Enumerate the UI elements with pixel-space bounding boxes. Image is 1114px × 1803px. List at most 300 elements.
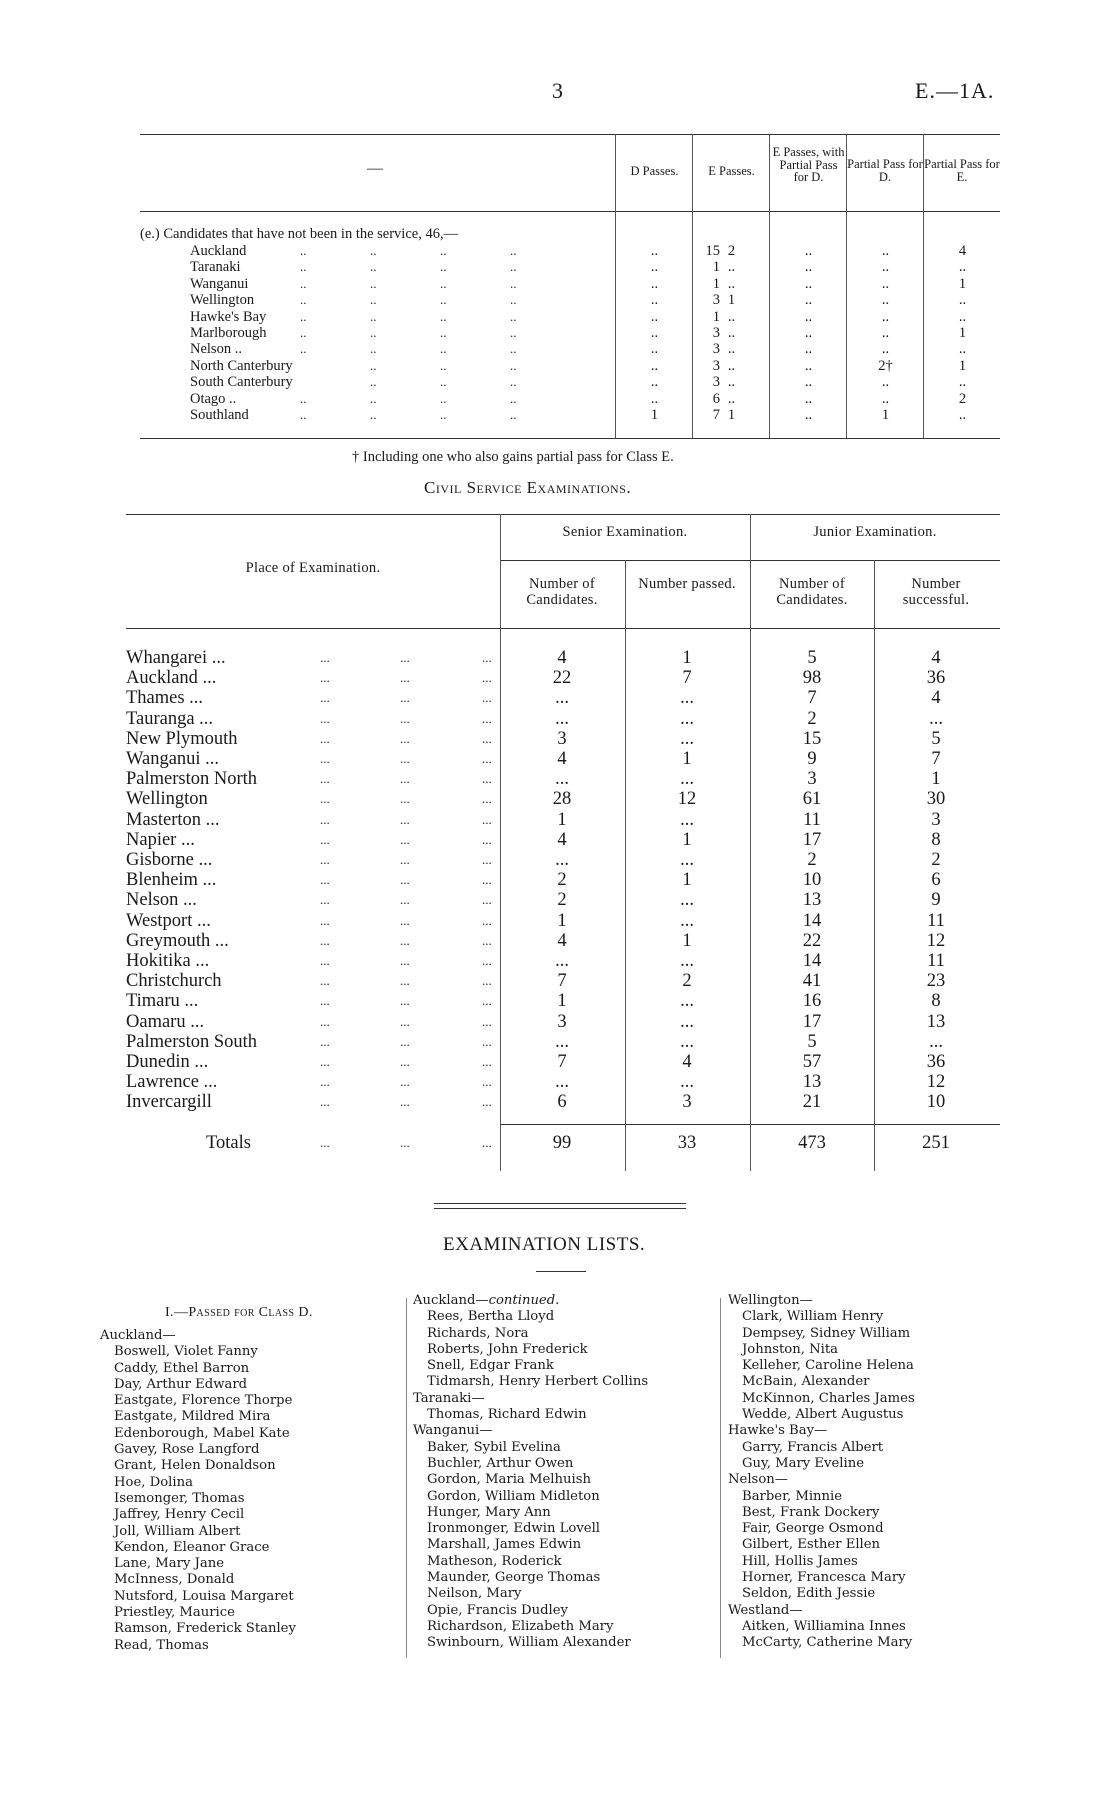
list-item: Priestley, Maurice <box>114 1605 235 1621</box>
cell-value: 1 <box>682 870 692 891</box>
cell-value: .. <box>804 275 813 292</box>
leader-dots <box>370 325 377 341</box>
cell-value: .. <box>881 308 890 325</box>
leader-dots <box>320 688 330 708</box>
cell-value: .. <box>727 390 736 407</box>
leader-dots <box>440 292 447 308</box>
civil-service-title: Civil Service Examinations. <box>424 478 632 497</box>
cell-value: 4 <box>557 749 567 769</box>
list-item: Edenborough, Mabel Kate <box>114 1425 290 1441</box>
cell-value: 22 <box>802 930 822 951</box>
leader-dots <box>400 1092 410 1112</box>
cell-value: 14 <box>802 910 822 931</box>
table-row <box>126 749 1000 769</box>
cell-value: 3 <box>682 1092 692 1113</box>
cell-value: 2 <box>682 971 692 992</box>
leader-dots <box>510 309 517 325</box>
list-item: Horner, Francesca Mary <box>742 1570 906 1586</box>
candidate-count: 3 <box>712 374 720 391</box>
table-row <box>126 890 1000 910</box>
list-item: Ironmonger, Edwin Lovell <box>427 1521 601 1537</box>
cell-value: 1 <box>727 407 736 423</box>
cell-value: 2 <box>557 890 567 911</box>
list-group-heading <box>413 1293 648 1309</box>
candidate-count: 6 <box>712 390 720 407</box>
table-row <box>126 709 1000 729</box>
senior-header: Senior Examination. <box>562 524 688 540</box>
leader-dots <box>482 890 492 910</box>
leader-dots <box>400 951 410 971</box>
leader-dots <box>320 830 330 850</box>
leader-dots <box>400 830 410 850</box>
cell-value: 6 <box>557 1092 567 1113</box>
list-item: Gordon, William Midleton <box>427 1488 600 1504</box>
table-row <box>140 243 1000 259</box>
leader-dots <box>510 276 517 292</box>
leader-dots <box>320 749 330 769</box>
candidate-count: 1 <box>712 259 720 276</box>
leader-dots <box>482 1012 492 1032</box>
place-name: Hokitika ... <box>126 951 210 971</box>
title-underline <box>536 1271 586 1272</box>
cell-value: ... <box>555 951 569 971</box>
cell-value: .. <box>650 341 659 358</box>
cell-value: ... <box>680 951 694 971</box>
cell-value: 1 <box>682 648 692 668</box>
cell-value: ... <box>555 769 569 790</box>
leader-dots <box>482 1072 492 1092</box>
cell-value: 1 <box>682 829 692 850</box>
place-name: Nelson .. <box>190 341 242 358</box>
leader-dots <box>300 325 307 341</box>
list-item: Aitken, Williamina Innes <box>742 1618 906 1634</box>
list-group-heading <box>728 1293 915 1309</box>
table-row <box>126 769 1000 789</box>
column-divider <box>720 1298 721 1658</box>
cell-value: 2 <box>557 870 567 891</box>
leader-dots <box>320 971 330 991</box>
cell-value: .. <box>804 341 813 358</box>
leader-dots <box>400 1133 410 1153</box>
leader-dots <box>320 890 330 910</box>
leader-dots <box>482 688 492 708</box>
leader-dots <box>482 951 492 971</box>
list-item: Swinbourn, William Alexander <box>427 1635 631 1651</box>
table-row <box>140 292 1000 308</box>
leader-dots <box>300 407 307 423</box>
cell-value: 7 <box>557 1052 567 1072</box>
list-item: Thomas, Richard Edwin <box>427 1407 587 1423</box>
junior-header: Junior Examination. <box>813 524 937 540</box>
cell-value: 3 <box>557 728 567 749</box>
group-name: Taranaki— <box>413 1390 485 1406</box>
list-item: Joll, William Albert <box>114 1523 241 1539</box>
place-name: Oamaru ... <box>126 1011 205 1032</box>
cell-value: 4 <box>931 688 941 709</box>
cell-value: 4 <box>931 648 941 668</box>
group-name: Wellington— <box>728 1293 813 1308</box>
leader-dots <box>370 407 377 423</box>
cell-value: 10 <box>926 1092 946 1113</box>
candidate-count: 3 <box>712 292 720 309</box>
place-name: Wanganui ... <box>126 749 220 769</box>
table-row <box>126 971 1000 991</box>
leader-dots <box>440 243 447 259</box>
leader-dots <box>300 309 307 325</box>
leader-dots <box>400 810 410 830</box>
cell-value: .. <box>881 243 890 259</box>
place-name: Timaru ... <box>126 991 199 1012</box>
cell-value: ... <box>680 1031 694 1052</box>
list-item: Jaffrey, Henry Cecil <box>114 1507 245 1523</box>
leader-dots <box>440 407 447 423</box>
place-name: Wanganui <box>190 275 249 292</box>
cell-value: 15 <box>802 728 822 749</box>
subheader-junior-candidates: Number of Candidates. <box>776 576 848 608</box>
cell-value: 7 <box>931 749 941 769</box>
group-name: Westland— <box>728 1602 803 1618</box>
list-item: Marshall, James Edwin <box>427 1537 582 1553</box>
leader-dots <box>300 276 307 292</box>
cell-value: 14 <box>802 951 822 971</box>
list-column-1 <box>100 1328 296 1654</box>
table-row <box>126 870 1000 890</box>
cell-value: 4 <box>682 1052 692 1072</box>
leader-dots <box>400 1032 410 1052</box>
list-item: Johnston, Nita <box>742 1341 839 1357</box>
cell-value: 3 <box>931 809 941 830</box>
leader-dots <box>320 850 330 870</box>
place-name: Auckland <box>190 243 247 259</box>
leader-dots <box>510 259 517 275</box>
cell-value: 30 <box>926 789 946 810</box>
list-column-3 <box>728 1293 915 1652</box>
leader-dots <box>482 991 492 1011</box>
list-item: Barber, Minnie <box>742 1488 843 1504</box>
place-name: Auckland ... <box>126 668 217 689</box>
place-name: Palmerston South <box>126 1031 258 1052</box>
cell-value: 1 <box>958 357 967 374</box>
leader-dots <box>482 709 492 729</box>
list-item: Gilbert, Esther Ellen <box>742 1537 881 1553</box>
table-row <box>126 991 1000 1011</box>
cell-value: .. <box>804 407 813 423</box>
place-name: New Plymouth <box>126 728 238 749</box>
cell-value: 1 <box>650 407 659 423</box>
cell-value: 21 <box>802 1092 822 1113</box>
cell-value: 1 <box>557 991 567 1012</box>
cell-value: .. <box>804 292 813 309</box>
cell-value: 7 <box>682 668 692 689</box>
table-row <box>126 688 1000 708</box>
cell-value: .. <box>881 341 890 358</box>
table-row <box>126 1072 1000 1092</box>
cell-value: ... <box>680 850 694 870</box>
list-item: Fair, George Osmond <box>742 1521 884 1537</box>
double-rule-top <box>434 1203 686 1204</box>
cell-value: .. <box>958 374 967 391</box>
cell-value: 1 <box>958 325 967 341</box>
table-row <box>126 1092 1000 1112</box>
list-column-2 <box>413 1293 648 1652</box>
cell-value: ... <box>555 1031 569 1052</box>
list-group-heading <box>413 1391 648 1407</box>
leader-dots <box>320 1032 330 1052</box>
cell-value: 2 <box>931 850 941 870</box>
candidate-count: 3 <box>712 341 720 358</box>
list-item: Rees, Bertha Lloyd <box>427 1309 555 1325</box>
list-group-heading <box>100 1328 296 1344</box>
cell-value: 7 <box>807 688 817 709</box>
leader-dots <box>300 259 307 275</box>
leader-dots <box>510 358 517 374</box>
table-row <box>126 911 1000 931</box>
column-header-e-passes-partial-d: E Passes, with Partial Pass for D. <box>772 145 845 184</box>
list-item: Matheson, Roderick <box>427 1553 562 1569</box>
leader-dots <box>400 911 410 931</box>
cell-value: 28 <box>552 789 572 810</box>
leader-dots <box>370 276 377 292</box>
list-item: Day, Arthur Edward <box>114 1376 248 1392</box>
column-header-d-passes: D Passes. <box>630 164 679 178</box>
cell-value: 12 <box>926 930 946 951</box>
list-item: Hoe, Dolina <box>114 1474 193 1490</box>
cell-value: 57 <box>802 1052 822 1072</box>
place-name: Christchurch <box>126 971 222 992</box>
leader-dots <box>320 1012 330 1032</box>
leader-dots <box>400 1052 410 1072</box>
list-item: Eastgate, Florence Thorpe <box>114 1393 293 1409</box>
cell-value: 17 <box>802 1011 822 1032</box>
column-header-partial-d: Partial Pass for D. <box>847 157 923 184</box>
cell-value: ... <box>680 1011 694 1032</box>
leader-dots <box>440 276 447 292</box>
cell-value: 36 <box>926 1052 946 1072</box>
candidate-count: 15 <box>705 243 720 259</box>
place-name: Marlborough <box>190 325 267 341</box>
list-item: Caddy, Ethel Barron <box>114 1360 250 1376</box>
list-item: Baker, Sybil Evelina <box>427 1439 561 1455</box>
cell-value: .. <box>650 308 659 325</box>
leader-dots <box>320 648 330 668</box>
list-item: McBain, Alexander <box>742 1374 870 1390</box>
cell-value: .. <box>650 275 659 292</box>
list-item: Neilson, Mary <box>427 1586 522 1602</box>
cell-value: 4 <box>557 648 567 668</box>
table-row <box>126 648 1000 668</box>
leader-dots <box>370 391 377 407</box>
cell-value: 61 <box>802 789 822 810</box>
leader-dots <box>400 769 410 789</box>
leader-dots <box>482 769 492 789</box>
cell-value: 16 <box>802 991 822 1012</box>
cell-value: .. <box>804 259 813 276</box>
cell-value: .. <box>881 275 890 292</box>
place-name: Southland <box>190 407 249 423</box>
leader-dots <box>510 374 517 390</box>
cell-value: .. <box>804 390 813 407</box>
cell-value: .. <box>804 325 813 341</box>
leader-dots <box>320 931 330 951</box>
cell-value: 4 <box>557 930 567 951</box>
place-name: Whangarei ... <box>126 648 226 668</box>
column-divider <box>406 1298 407 1658</box>
leader-dots <box>510 391 517 407</box>
cell-value: ... <box>680 809 694 830</box>
leader-dots <box>320 668 330 688</box>
list-item: Gordon, Maria Melhuish <box>427 1472 591 1488</box>
list-item: Garry, Francis Albert <box>742 1439 884 1455</box>
place-header: Place of Examination. <box>245 560 381 576</box>
cell-value: ... <box>680 769 694 790</box>
leader-dots <box>482 931 492 951</box>
cell-value: 5 <box>807 648 817 668</box>
leader-dots <box>300 243 307 259</box>
leader-dots <box>370 292 377 308</box>
cell-value: .. <box>958 259 967 276</box>
column-header-e-passes: E Passes. <box>708 164 755 178</box>
cell-value: .. <box>804 357 813 374</box>
cell-value: 7 <box>557 971 567 992</box>
table-row <box>126 951 1000 971</box>
leader-dots <box>482 810 492 830</box>
leader-dots <box>440 309 447 325</box>
cell-value: 1 <box>557 910 567 931</box>
cell-value: 17 <box>802 829 822 850</box>
list-item: Opie, Francis Dudley <box>427 1602 569 1618</box>
list-item: Lane, Mary Jane <box>114 1556 225 1572</box>
cell-value: 2 <box>807 708 817 729</box>
table-row <box>126 850 1000 870</box>
place-name: Westport ... <box>126 910 211 931</box>
cell-value: 8 <box>931 991 941 1012</box>
leader-dots <box>370 243 377 259</box>
leader-dots <box>320 729 330 749</box>
table-row <box>140 374 1000 390</box>
place-name: Napier ... <box>126 829 195 850</box>
section-label: (e.) Candidates that have not been in the service, 46,— <box>140 226 459 242</box>
leader-dots <box>482 729 492 749</box>
table2-header-rule <box>126 628 1000 629</box>
leader-dots <box>482 789 492 809</box>
group-note: continued. <box>488 1293 560 1308</box>
leader-dots <box>370 259 377 275</box>
cell-value: .. <box>727 308 736 325</box>
table-row <box>126 1012 1000 1032</box>
leader-dots <box>400 971 410 991</box>
list-item: Eastgate, Mildred Mira <box>114 1409 271 1425</box>
table1-bottom-rule <box>140 438 1000 439</box>
list-group-heading <box>728 1472 915 1488</box>
list-item: Wedde, Albert Augustus <box>742 1407 904 1423</box>
leader-dots <box>482 911 492 931</box>
cell-value: 2 <box>727 243 736 259</box>
leader-dots <box>482 1133 492 1153</box>
leader-dots <box>482 668 492 688</box>
leader-dots <box>370 358 377 374</box>
place-name: Blenheim ... <box>126 870 217 891</box>
cell-value: 11 <box>927 951 945 971</box>
cell-value: ... <box>555 850 569 870</box>
cell-value: 1 <box>727 292 736 309</box>
group-name: Nelson— <box>728 1472 788 1488</box>
list-item: Tidmarsh, Henry Herbert Collins <box>427 1374 649 1390</box>
place-name: Otago .. <box>190 390 237 407</box>
leader-dots <box>320 1092 330 1112</box>
place-name: Gisborne ... <box>126 850 213 870</box>
group-name: Auckland— <box>100 1328 176 1343</box>
cell-value: 2 <box>807 850 817 870</box>
list-item: Kelleher, Caroline Helena <box>742 1358 914 1374</box>
cell-value: .. <box>650 374 659 391</box>
list-item: Clark, William Henry <box>742 1309 884 1325</box>
place-name: Taranaki <box>190 259 241 276</box>
leader-dots <box>482 648 492 668</box>
table-row <box>126 789 1000 809</box>
table1-top-rule <box>140 134 1000 135</box>
leader-dots <box>510 407 517 423</box>
cell-value: ... <box>680 688 694 709</box>
cell-value: 36 <box>926 668 946 689</box>
leader-dots <box>320 1052 330 1072</box>
leader-dots <box>320 709 330 729</box>
cell-value: 13 <box>802 1072 822 1093</box>
leader-dots <box>510 243 517 259</box>
subheader-junior-successful: Number successful. <box>902 576 970 608</box>
leader-dots <box>400 668 410 688</box>
table-row <box>126 1052 1000 1072</box>
cell-value: 12 <box>677 789 697 810</box>
list-item: Kendon, Eleanor Grace <box>114 1539 270 1555</box>
list-item: Grant, Helen Donaldson <box>114 1458 276 1474</box>
table-row <box>140 391 1000 407</box>
leader-dots <box>482 749 492 769</box>
list-item: Best, Frank Dockery <box>742 1504 880 1520</box>
cell-value: ... <box>929 1031 943 1052</box>
cell-value: .. <box>727 325 736 341</box>
table1-header-rule <box>140 211 1000 212</box>
cell-value: .. <box>727 259 736 276</box>
cell-value: 13 <box>802 890 822 911</box>
list-item: Boswell, Violet Fanny <box>114 1344 258 1360</box>
totals-label: Totals <box>206 1133 251 1153</box>
leader-dots <box>400 991 410 1011</box>
list-item: McKinnon, Charles James <box>742 1390 915 1406</box>
list-item: Guy, Mary Eveline <box>742 1455 865 1471</box>
cell-value: .. <box>881 390 890 407</box>
subheader-senior-passed: Number passed. <box>638 576 736 592</box>
leader-dots <box>482 870 492 890</box>
place-name: Thames ... <box>126 688 204 709</box>
leader-dots <box>400 870 410 890</box>
leader-dots <box>320 769 330 789</box>
cell-value: .. <box>650 243 659 259</box>
place-name: Wellington <box>126 789 208 810</box>
subheader-senior-candidates: Number of Candidates. <box>526 576 598 608</box>
cell-value: ... <box>680 991 694 1012</box>
leader-dots <box>370 309 377 325</box>
list-item: Isemonger, Thomas <box>114 1490 245 1506</box>
group-name: Wanganui— <box>413 1423 493 1439</box>
cell-value: .. <box>881 259 890 276</box>
cell-value: 10 <box>802 870 822 891</box>
leader-dots <box>400 688 410 708</box>
cell-value: 3 <box>557 1011 567 1032</box>
cell-value: 12 <box>926 1072 946 1093</box>
leader-dots <box>440 374 447 390</box>
cell-value: 4 <box>958 243 967 259</box>
candidate-count: 7 <box>712 407 720 423</box>
